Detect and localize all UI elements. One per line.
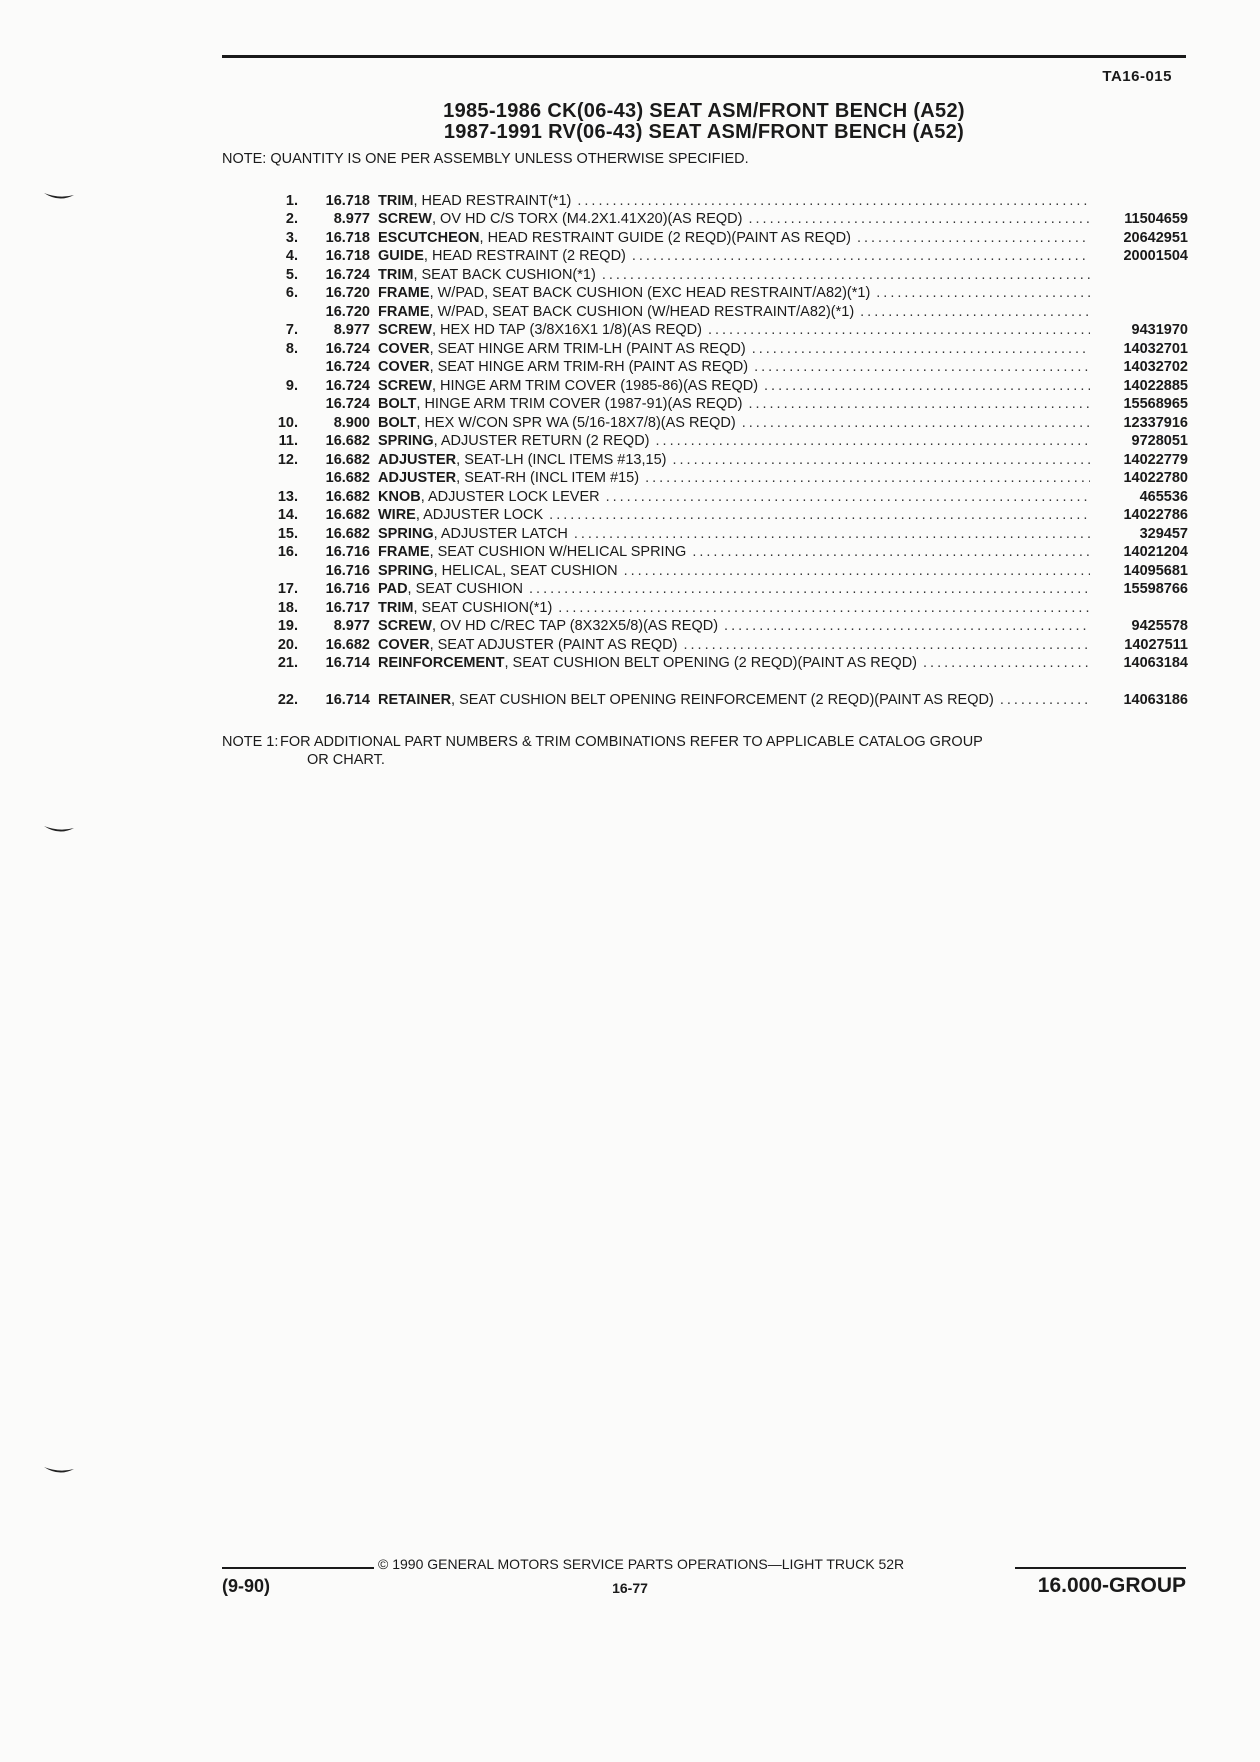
part-row — [258, 672, 1188, 709]
title-line: 1987-1991 RV(06-43) SEAT ASM/FRONT BENCH (A52) — [443, 121, 965, 143]
part-number: 465536 — [1139, 488, 1188, 505]
part-name: REINFORCEMENT — [378, 655, 505, 671]
leader-dots — [656, 433, 1090, 450]
part-detail: , SEAT BACK CUSHION(*1) — [413, 266, 596, 283]
part-row — [258, 598, 1188, 617]
leader-dots — [708, 322, 1090, 339]
part-detail: , SEAT-LH (INCL ITEMS #13,15) — [456, 451, 667, 468]
part-description — [378, 507, 1096, 524]
part-detail: , OV HD C/S TORX (M4.2X1.41X20)(AS REQD) — [431, 211, 743, 227]
part-description — [378, 396, 1096, 413]
part-description — [378, 618, 1096, 635]
copyright-line: © 1990 GENERAL MOTORS SERVICE PARTS OPERATIONS—LIGHT TRUCK 52R — [378, 1556, 905, 1572]
group-number: 16.720 — [325, 303, 370, 320]
part-name: ADJUSTER — [378, 470, 457, 486]
part-description — [378, 285, 1096, 302]
part-row — [258, 339, 1188, 358]
part-name: SPRING — [378, 562, 434, 579]
part-name: SCREW — [378, 322, 432, 338]
leader-dots — [683, 637, 1090, 654]
part-row — [258, 376, 1188, 395]
leader-dots — [1000, 692, 1090, 709]
leader-dots — [748, 211, 1090, 228]
leader-dots — [624, 563, 1090, 580]
group-number: 16.724 — [325, 377, 370, 394]
part-row — [258, 432, 1188, 451]
item-number: 5. — [285, 266, 298, 283]
part-detail: , HEAD RESTRAINT (2 REQD) — [423, 248, 626, 264]
part-description — [378, 415, 1096, 432]
part-name: SCREW — [378, 377, 432, 394]
page-number: 16-77 — [612, 1580, 648, 1596]
part-number: 15598766 — [1123, 581, 1188, 597]
part-name: BOLT — [378, 414, 417, 431]
item-number: 11. — [278, 433, 298, 449]
group-number: 16.682 — [325, 488, 370, 505]
part-number: 20001504 — [1123, 248, 1188, 264]
part-name: COVER — [378, 340, 430, 357]
part-row — [258, 506, 1188, 525]
part-name: ADJUSTER — [378, 451, 457, 468]
part-description — [378, 692, 1096, 709]
item-number: 7. — [285, 322, 298, 338]
item-number: 6. — [285, 285, 298, 301]
leader-dots — [754, 359, 1090, 376]
part-detail: , ADJUSTER LOCK — [415, 507, 544, 523]
leader-dots — [724, 618, 1090, 635]
part-description — [378, 211, 1096, 228]
item-number: 19. — [277, 618, 298, 634]
footer-rule — [1015, 1567, 1186, 1569]
part-name: SCREW — [378, 618, 432, 634]
part-description — [378, 322, 1096, 339]
part-detail: , SEAT CUSHION BELT OPENING (2 REQD)(PAINT AS REQD) — [504, 655, 918, 671]
item-number: 9. — [285, 377, 298, 394]
part-row — [258, 228, 1188, 247]
leader-dots — [529, 581, 1090, 598]
page-title — [222, 101, 1186, 143]
item-number: 10. — [277, 414, 298, 431]
part-detail: , SEAT CUSHION(*1) — [413, 599, 553, 616]
part-description — [378, 230, 1096, 247]
binder-mark — [44, 193, 74, 201]
leader-dots — [577, 193, 1090, 210]
part-detail: , SEAT CUSHION — [407, 581, 524, 597]
part-description — [378, 267, 1096, 284]
item-number: 22. — [277, 692, 298, 708]
part-number: 14027511 — [1124, 636, 1188, 653]
leader-dots — [602, 267, 1090, 284]
leader-dots — [672, 452, 1090, 469]
part-description — [378, 193, 1096, 210]
leader-dots — [748, 396, 1090, 413]
part-row — [258, 265, 1188, 284]
leader-dots — [752, 341, 1090, 358]
group-number: 16.717 — [325, 599, 370, 616]
leader-dots — [549, 507, 1090, 524]
part-number: 14063184 — [1123, 655, 1188, 671]
part-row — [258, 524, 1188, 543]
group-number: 16.724 — [325, 359, 370, 375]
part-row — [258, 469, 1188, 488]
part-name: COVER — [378, 359, 430, 375]
part-name: FRAME — [378, 303, 430, 320]
item-number: 16. — [277, 544, 298, 560]
group-number: 16.716 — [325, 562, 370, 579]
group-number: 16.714 — [325, 692, 370, 708]
part-row — [258, 561, 1188, 580]
footnote-label: NOTE 1: — [222, 734, 279, 750]
part-detail: , ADJUSTER RETURN (2 REQD) — [433, 433, 650, 449]
part-detail: , HEAD RESTRAINT GUIDE (2 REQD)(PAINT AS REQD) — [479, 229, 851, 246]
part-number: 9431970 — [1131, 322, 1188, 338]
part-number: 14032701 — [1123, 340, 1188, 357]
part-description — [378, 341, 1096, 358]
part-row — [258, 617, 1188, 636]
part-name: ESCUTCHEON — [378, 229, 480, 246]
part-row — [258, 450, 1188, 469]
parts-list — [258, 191, 1188, 709]
group-number: 16.718 — [325, 229, 370, 246]
part-row — [258, 580, 1188, 599]
part-detail: , ADJUSTER LATCH — [433, 525, 568, 542]
part-number: 329457 — [1139, 525, 1188, 542]
part-name: SPRING — [378, 525, 434, 542]
part-number: 14022786 — [1123, 507, 1188, 523]
footnote-continuation: OR CHART. — [307, 752, 385, 768]
part-detail: , HEX W/CON SPR WA (5/16-18X7/8)(AS REQD) — [416, 414, 736, 431]
part-detail: , ADJUSTER LOCK LEVER — [420, 488, 600, 505]
group-label: 16.000-GROUP — [1037, 1574, 1186, 1597]
part-name: FRAME — [378, 544, 430, 560]
part-row — [258, 321, 1188, 340]
part-name: FRAME — [378, 285, 430, 301]
part-name: RETAINER — [378, 692, 452, 708]
item-number: 12. — [277, 451, 298, 468]
part-detail: , W/PAD, SEAT BACK CUSHION (EXC HEAD RESTRAINT/A82)(*1) — [429, 285, 871, 301]
group-number: 16.682 — [325, 451, 370, 468]
part-description — [378, 563, 1096, 580]
part-row — [258, 543, 1188, 562]
part-number: 14022885 — [1123, 377, 1188, 394]
part-number: 14022779 — [1123, 451, 1188, 468]
part-name: KNOB — [378, 488, 421, 505]
item-number: 13. — [277, 488, 298, 505]
part-row — [258, 358, 1188, 377]
group-number: 16.714 — [325, 655, 370, 671]
part-detail: , SEAT HINGE ARM TRIM-LH (PAINT AS REQD) — [429, 340, 746, 357]
binder-mark — [44, 1467, 74, 1475]
title-line: 1985-1986 CK(06-43) SEAT ASM/FRONT BENCH (A52) — [443, 100, 965, 122]
item-number: 14. — [277, 507, 298, 523]
group-number: 16.720 — [325, 285, 370, 301]
part-name: TRIM — [378, 266, 414, 283]
binder-mark — [44, 826, 74, 834]
group-number: 16.718 — [325, 192, 370, 209]
group-number: 16.724 — [325, 396, 370, 412]
item-number: 3. — [285, 229, 298, 246]
leader-dots — [645, 470, 1090, 487]
group-number: 16.718 — [325, 248, 370, 264]
part-number: 14021204 — [1123, 544, 1188, 560]
part-name: WIRE — [378, 507, 416, 523]
leader-dots — [876, 285, 1090, 302]
leader-dots — [857, 230, 1090, 247]
part-name: SPRING — [378, 433, 434, 449]
item-number: 20. — [277, 636, 298, 653]
part-row — [258, 487, 1188, 506]
part-description — [378, 359, 1096, 376]
part-description — [378, 655, 1096, 672]
group-number: 8.977 — [333, 322, 370, 338]
item-number: 17. — [277, 581, 298, 597]
part-row — [258, 635, 1188, 654]
part-name: TRIM — [378, 192, 414, 209]
item-number: 18. — [277, 599, 298, 616]
footer-rule — [222, 1567, 374, 1569]
part-description — [378, 248, 1096, 265]
item-number: 2. — [285, 211, 298, 227]
part-name: BOLT — [378, 396, 417, 412]
part-row — [258, 284, 1188, 303]
group-number: 8.977 — [333, 211, 370, 227]
part-name: TRIM — [378, 599, 414, 616]
part-name: PAD — [378, 581, 408, 597]
part-number: 9728051 — [1131, 433, 1188, 449]
part-description — [378, 637, 1096, 654]
leader-dots — [764, 378, 1090, 395]
part-row — [258, 654, 1188, 673]
part-description — [378, 526, 1096, 543]
part-detail: , HINGE ARM TRIM COVER (1987-91)(AS REQD) — [416, 396, 743, 412]
part-number: 11504659 — [1124, 211, 1188, 227]
leader-dots — [923, 655, 1090, 672]
part-detail: , OV HD C/REC TAP (8X32X5/8)(AS REQD) — [431, 618, 719, 634]
part-row — [258, 395, 1188, 414]
part-number: 15568965 — [1123, 396, 1188, 412]
part-detail: , HINGE ARM TRIM COVER (1985-86)(AS REQD) — [431, 377, 759, 394]
part-detail: , HEAD RESTRAINT(*1) — [413, 192, 572, 209]
group-number: 16.682 — [325, 525, 370, 542]
part-detail: , SEAT-RH (INCL ITEM #15) — [456, 470, 640, 486]
leader-dots — [574, 526, 1090, 543]
group-number: 16.716 — [325, 581, 370, 597]
part-name: COVER — [378, 636, 430, 653]
part-description — [378, 433, 1096, 450]
footnote-text: FOR ADDITIONAL PART NUMBERS & TRIM COMBINATIONS REFER TO APPLICABLE CATALOG GROUP — [280, 734, 983, 750]
part-detail: , W/PAD, SEAT BACK CUSHION (W/HEAD RESTRAINT/A82)(*1) — [429, 303, 855, 320]
part-name: SCREW — [378, 211, 432, 227]
part-description — [378, 544, 1096, 561]
group-number: 16.682 — [325, 636, 370, 653]
part-detail: , SEAT ADJUSTER (PAINT AS REQD) — [429, 636, 678, 653]
leader-dots — [606, 489, 1090, 506]
part-row — [258, 247, 1188, 266]
part-description — [378, 304, 1096, 321]
item-number: 1. — [285, 192, 298, 209]
part-description — [378, 378, 1096, 395]
item-number: 8. — [285, 340, 298, 357]
part-number: 14095681 — [1123, 562, 1188, 579]
footnote — [222, 733, 1182, 769]
leader-dots — [558, 600, 1090, 617]
part-description — [378, 581, 1096, 598]
part-detail: , HELICAL, SEAT CUSHION — [433, 562, 618, 579]
part-description — [378, 600, 1096, 617]
part-row — [258, 210, 1188, 229]
part-name: GUIDE — [378, 248, 424, 264]
group-number: 16.682 — [325, 433, 370, 449]
part-row — [258, 413, 1188, 432]
part-detail: , HEX HD TAP (3/8X16X1 1/8)(AS REQD) — [431, 322, 702, 338]
group-number: 16.682 — [325, 507, 370, 523]
item-number: 21. — [277, 655, 298, 671]
group-number: 16.724 — [325, 266, 370, 283]
group-number: 8.900 — [333, 414, 370, 431]
part-description — [378, 489, 1096, 506]
item-number: 15. — [277, 525, 298, 542]
part-number: 12337916 — [1123, 414, 1188, 431]
part-number: 9425578 — [1131, 618, 1188, 634]
part-row — [258, 302, 1188, 321]
leader-dots — [632, 248, 1090, 265]
part-number: 14022780 — [1123, 470, 1188, 486]
part-number: 14032702 — [1123, 359, 1188, 375]
leader-dots — [692, 544, 1090, 561]
part-row — [258, 191, 1188, 210]
group-number: 16.716 — [325, 544, 370, 560]
leader-dots — [742, 415, 1090, 432]
part-description — [378, 470, 1096, 487]
part-number: 14063186 — [1123, 692, 1188, 708]
part-detail: , SEAT CUSHION BELT OPENING REINFORCEMENT (2 REQD)(PAINT AS REQD) — [451, 692, 994, 708]
revision-date: (9-90) — [222, 1576, 271, 1596]
group-number: 16.724 — [325, 340, 370, 357]
document-code: TA16-015 — [1102, 68, 1172, 85]
part-number: 20642951 — [1123, 229, 1188, 246]
top-rule — [222, 55, 1186, 58]
leader-dots — [860, 304, 1090, 321]
part-detail: , SEAT HINGE ARM TRIM-RH (PAINT AS REQD) — [429, 359, 749, 375]
group-number: 16.682 — [325, 470, 370, 486]
part-detail: , SEAT CUSHION W/HELICAL SPRING — [429, 544, 687, 560]
group-number: 8.977 — [333, 618, 370, 634]
quantity-note: NOTE: QUANTITY IS ONE PER ASSEMBLY UNLESS OTHERWISE SPECIFIED. — [222, 151, 749, 167]
item-number: 4. — [285, 248, 298, 264]
part-description — [378, 452, 1096, 469]
